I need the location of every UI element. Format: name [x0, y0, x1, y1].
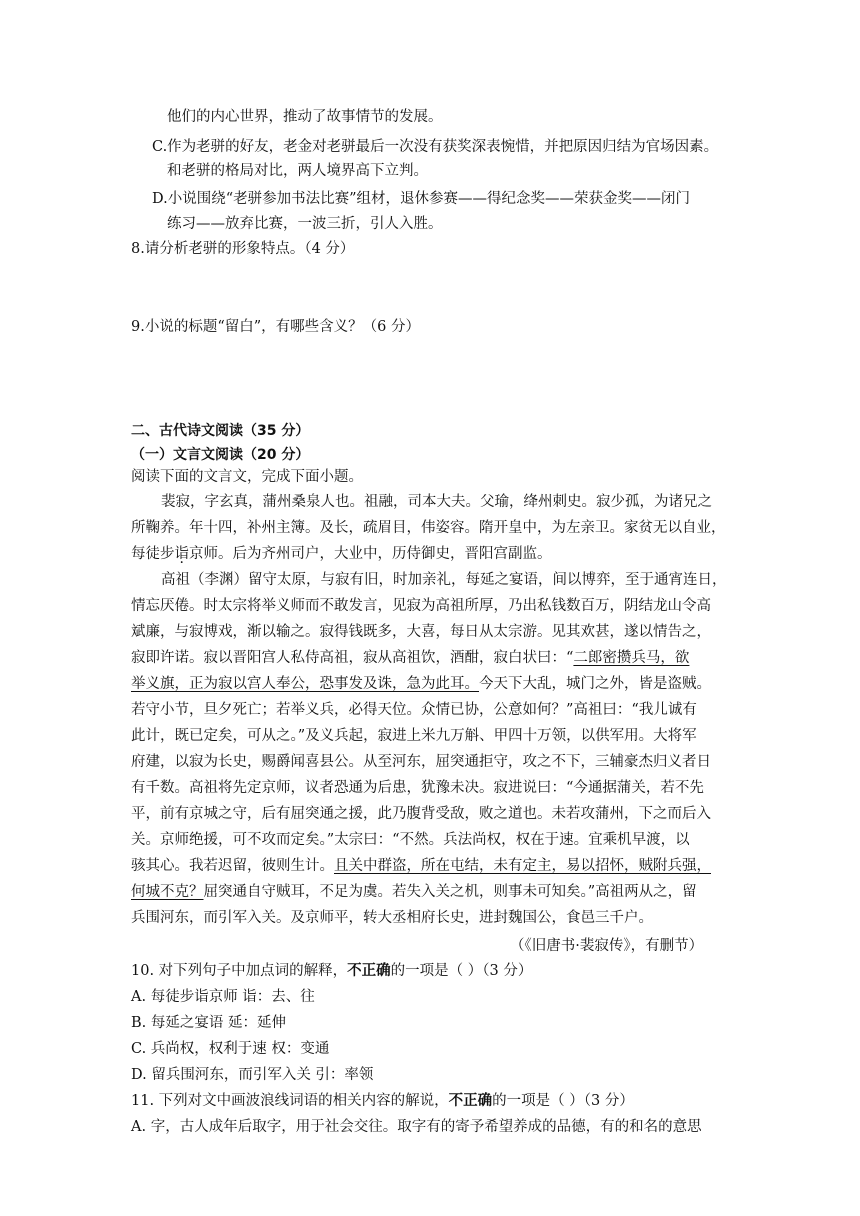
passage-line: 情忘厌倦。时太宗将举义师而不敢发言，见寂为高祖所厚，乃出私钱数百万，阴结龙山令高 [131, 598, 711, 614]
q7-option-b-line2: 他们的内心世界，推动了故事情节的发展。 [167, 109, 443, 125]
q7-option-c-line1: C.作为老骈的好友，老金对老骈最后一次没有获奖深表惋惜，并把原因归结为官场因素。 [152, 139, 719, 155]
passage-line [131, 647, 689, 669]
question-11-stem [131, 1090, 634, 1112]
question-text: 的一项是（ ）（3 分） [390, 963, 533, 979]
passage-line: 高祖（李渊）留守太原，与寂有旧，时加亲礼，每延之宴语，间以博弈，至于通宵连日， [161, 572, 727, 588]
question-8: 8.请分析老骈的形象特点。（4 分） [131, 241, 355, 257]
question-text: 10. 对下列句子中加点词的解释， [131, 963, 348, 979]
section-2-subtitle: （一）文言文阅读（20 分） [131, 447, 310, 463]
passage-text: 每徒步 [131, 546, 175, 562]
passage-line: 斌廉，与寂博戏，渐以输之。寂得钱既多，大喜，每日从太宗游。见其欢甚，遂以情告之， [131, 624, 711, 640]
underlined-sentence: 且关中群盗，所在屯结，未有定主，易以招怀，贼附兵强， [334, 858, 711, 874]
q7-option-d-line1: D.小说围绕“老骈参加书法比赛”组材，退休参赛——得纪念奖——荣获金奖——闭门 [152, 191, 691, 207]
passage-line: 此计，既已定矣，可从之。”及义兵起，寂进上米九万斛、甲四十万领，以供军用。大将军 [131, 728, 697, 744]
passage-line: 平，前有京城之守，后有屈突通之援，此乃腹背受敌，败之道也。未若攻蒲州，下之而后入 [131, 806, 711, 822]
passage-text: 京师。后为齐州司户，大业中，历侍御史，晋阳宫副监。 [189, 546, 552, 562]
passage-line: 府建，以寂为长史，赐爵闻喜县公。从至河东，屈突通拒守，攻之不下，三辅豪杰归义者日 [131, 754, 711, 770]
passage-line: 所鞠养。年十四，补州主簿。及长，疏眉目，伟姿容。隋开皇中，为左亲卫。家贫无以自业， [131, 520, 726, 536]
emphasis-text: 不正确 [347, 963, 391, 979]
passage-text: 今天下大乱，城门之外，皆是盗贼。 [479, 676, 711, 692]
passage-line: 关。京师绝援，可不攻而定矣。”太宗曰：“不然。兵法尚权，权在于速。宜乘机早渡，以 [131, 832, 690, 848]
passage-source: （《旧唐书·裴寂传》，有删节） [510, 938, 704, 954]
question-9: 9.小说的标题“留白”，有哪些含义？（6 分） [131, 319, 420, 335]
instruction-text: 阅读下面的文言文，完成下面小题。 [131, 469, 363, 485]
passage-text: 屈突通自守贼耳，不足为虞。若失入关之机，则事未可知矣。”高祖两从之，留 [203, 884, 697, 900]
passage-line: 兵围河东，而引军入关。及京师平，转大丞相府长史，进封魏国公，食邑三千户。 [131, 910, 653, 926]
q7-option-d-line2: 练习——放弃比赛，一波三折，引人入胜。 [167, 216, 443, 232]
question-11-option-a: A. 字，古人成年后取字，用于社会交往。取字有的寄予希望养成的品德，有的和名的意思 [131, 1119, 702, 1135]
dotted-word: 诣 [174, 546, 189, 562]
passage-line: 有千数。高祖将先定京师，议者恐通为后患，犹豫未决。寂进说曰：“今通据蒲关，若不先 [131, 780, 704, 796]
question-10-option-b: B. 每延之宴语 延：延伸 [131, 1015, 286, 1031]
underlined-sentence: 二郎密攒兵马，欲 [573, 650, 690, 666]
passage-line: 若守小节，旦夕死亡；若举义兵，必得天位。众情已协，公意如何？”高祖曰：“我儿诚有 [131, 702, 697, 718]
underlined-sentence: 何城不克？ [131, 884, 204, 900]
question-10-option-d: D. 留兵围河东，而引军入关 引：率领 [131, 1067, 374, 1083]
question-10-option-c: C. 兵尚权，权利于速 权：变通 [131, 1041, 330, 1057]
question-10-option-a: A. 每徒步诣京师 诣：去、往 [131, 989, 315, 1005]
underlined-sentence: 举义旗，正为寂以宫人奉公，恐事发及诛，急为此耳。 [131, 676, 479, 692]
section-2-title: 二、古代诗文阅读（35 分） [131, 423, 310, 439]
passage-line [131, 673, 711, 695]
passage-text: 寂即许诺。寂以晋阳宫人私侍高祖，寂从高祖饮，酒酣，寂白状曰：“ [131, 650, 574, 666]
passage-line [131, 543, 552, 565]
q7-option-c-line2: 和老骈的格局对比，两人境界高下立判。 [167, 163, 428, 179]
passage-text: 骇其心。我若迟留，彼则生计。 [131, 858, 334, 874]
emphasis-text: 不正确 [448, 1093, 493, 1109]
passage-line: 裴寂，字玄真，蒲州桑泉人也。祖融，司本大夫。父瑜，绛州刺史。寂少孤，为诸兄之 [161, 494, 712, 510]
passage-line [131, 855, 711, 877]
question-10-stem [131, 960, 532, 982]
question-text: 11. 下列对文中画波浪线词语的相关内容的解说， [131, 1093, 449, 1109]
passage-line [131, 881, 697, 903]
question-text: 的一项是（ ）（3 分） [492, 1093, 634, 1109]
